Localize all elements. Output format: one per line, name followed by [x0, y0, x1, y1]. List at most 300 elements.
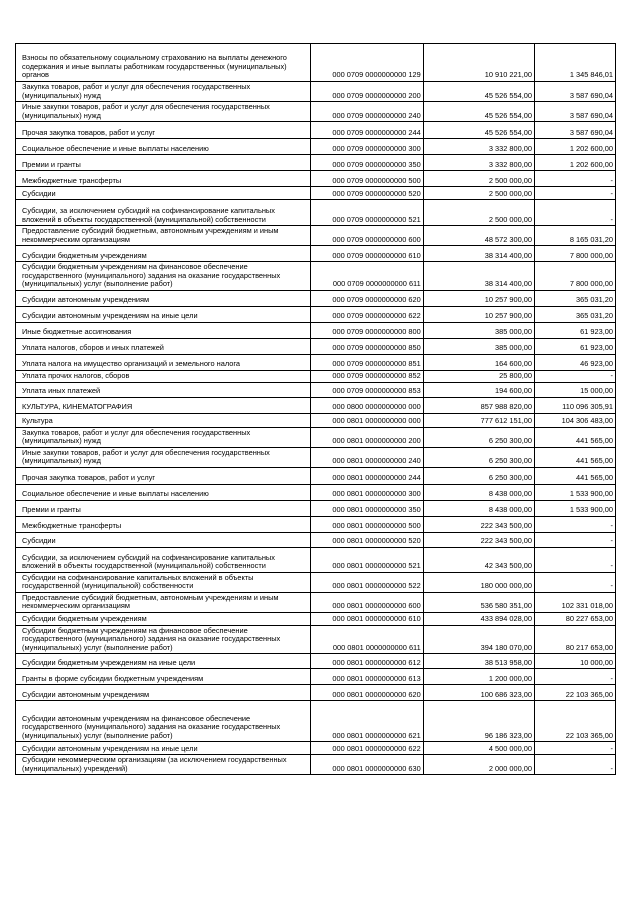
- row-plan-text: 42 343 500,00: [484, 561, 533, 571]
- row-name-text: Субсидии некоммерческим организациям (за исключением государственных (муниципальных) учреждений): [22, 755, 287, 773]
- row-plan-text: 38 513 958,00: [484, 657, 533, 667]
- row-fact-cell: [535, 262, 616, 291]
- row-name-text: Предоставление субсидий бюджетным, автономным учреждениям и иным некоммерческим организациям: [22, 592, 279, 611]
- row-name-cell: [16, 685, 311, 701]
- table-row: [16, 669, 616, 685]
- row-code-cell: [311, 322, 423, 338]
- row-code-cell: [311, 226, 423, 246]
- row-code-text: 000 0800 0000000000 000: [332, 402, 421, 412]
- row-code-text: 000 0801 0000000000 350: [332, 505, 421, 515]
- row-code-text: 000 0801 0000000000 613: [332, 673, 421, 683]
- table-row: [16, 171, 616, 187]
- row-plan-cell: [423, 572, 534, 592]
- row-name-text: Межбюджетные трансферты: [22, 521, 122, 531]
- row-code-text: 000 0709 0000000000 129: [332, 70, 421, 80]
- row-plan-text: 10 910 221,00: [484, 70, 533, 80]
- row-code-cell: [311, 685, 423, 701]
- row-name-text: Уплата иных платежей: [22, 386, 101, 396]
- row-code-cell: [311, 370, 423, 382]
- row-fact-text: 7 800 000,00: [569, 279, 613, 289]
- row-fact-cell: [535, 516, 616, 532]
- row-fact-cell: [535, 742, 616, 755]
- row-fact-text: 80 217 653,00: [565, 642, 613, 652]
- row-name-cell: [16, 226, 311, 246]
- table-row: [16, 701, 616, 742]
- table-row: [16, 139, 616, 155]
- row-plan-cell: [423, 354, 534, 370]
- row-fact-cell: [535, 82, 616, 102]
- row-fact-cell: [535, 44, 616, 82]
- row-plan-text: 100 686 323,00: [480, 689, 533, 699]
- row-fact-text: 8 165 031,20: [569, 234, 613, 244]
- table-row: [16, 685, 616, 701]
- row-code-cell: [311, 669, 423, 685]
- row-name-text: Субсидии бюджетным учреждениям на финансовое обеспечение государственного (муниципального) задания на оказание государственных (муниципальных) услуг (выполнение работ): [22, 625, 281, 652]
- row-fact-cell: [535, 246, 616, 262]
- table-row: [16, 122, 616, 139]
- row-code-cell: [311, 413, 423, 427]
- row-code-cell: [311, 612, 423, 625]
- row-plan-cell: [423, 262, 534, 291]
- table-row: [16, 102, 616, 122]
- row-fact-text: 15 000,00: [580, 386, 613, 396]
- row-name-text: Социальное обеспечение и иные выплаты населению: [22, 143, 209, 153]
- row-fact-text: 3 587 690,04: [569, 110, 613, 120]
- row-name-cell: [16, 306, 311, 322]
- row-plan-text: 96 186 323,00: [484, 730, 533, 740]
- row-fact-cell: [535, 122, 616, 139]
- row-name-text: Взносы по обязательному социальному страхованию на выплаты денежного содержания и иные выплаты работникам государственных (муниципальных) органов: [22, 53, 287, 80]
- row-plan-cell: [423, 467, 534, 484]
- row-name-text: Межбюджетные трансферты: [22, 175, 122, 185]
- row-plan-text: 433 894 028,00: [480, 614, 533, 624]
- row-code-cell: [311, 500, 423, 516]
- row-fact-text: 441 565,00: [576, 473, 613, 483]
- row-code-cell: [311, 44, 423, 82]
- row-code-cell: [311, 755, 423, 775]
- table-row: [16, 625, 616, 654]
- row-name-cell: [16, 82, 311, 102]
- row-code-text: 000 0709 0000000000 500: [332, 175, 421, 185]
- row-plan-text: 536 580 351,00: [480, 601, 533, 611]
- row-plan-text: 3 332 800,00: [488, 143, 533, 153]
- row-code-cell: [311, 306, 423, 322]
- row-name-cell: [16, 382, 311, 397]
- row-fact-cell: [535, 200, 616, 226]
- table-row: [16, 654, 616, 669]
- row-fact-text: 1 533 900,00: [569, 489, 613, 499]
- row-code-cell: [311, 155, 423, 171]
- row-fact-text: 10 000,00: [580, 657, 613, 667]
- row-plan-cell: [423, 370, 534, 382]
- row-name-text: Гранты в форме субсидии бюджетным учреждениям: [22, 673, 204, 683]
- row-code-cell: [311, 139, 423, 155]
- row-code-cell: [311, 701, 423, 742]
- row-plan-text: 180 000 000,00: [480, 581, 533, 591]
- row-plan-text: 194 600,00: [495, 386, 533, 396]
- row-plan-cell: [423, 532, 534, 547]
- row-plan-text: 45 526 554,00: [484, 90, 533, 100]
- row-name-text: Прочая закупка товаров, работ и услуг: [22, 127, 156, 137]
- row-plan-cell: [423, 246, 534, 262]
- row-fact-cell: [535, 484, 616, 500]
- row-name-cell: [16, 187, 311, 200]
- row-fact-text: 80 227 653,00: [565, 614, 613, 624]
- row-name-text: Субсидии, за исключением субсидий на софинансирование капитальных вложений в объекты государственной (муниципальной) собственности: [22, 206, 275, 224]
- table-row: [16, 397, 616, 413]
- table-row: [16, 427, 616, 447]
- row-name-cell: [16, 669, 311, 685]
- row-name-cell: [16, 532, 311, 547]
- row-name-cell: [16, 122, 311, 139]
- row-code-text: 000 0709 0000000000 610: [332, 250, 421, 260]
- row-name-cell: [16, 572, 311, 592]
- row-code-text: 000 0801 0000000000 610: [332, 614, 421, 624]
- row-plan-text: 385 000,00: [495, 327, 533, 337]
- row-name-cell: [16, 322, 311, 338]
- row-code-text: 000 0709 0000000000 620: [332, 295, 421, 305]
- row-code-cell: [311, 382, 423, 397]
- row-code-text: 000 0709 0000000000 350: [332, 159, 421, 169]
- row-fact-cell: [535, 397, 616, 413]
- row-fact-cell: [535, 612, 616, 625]
- row-name-cell: [16, 171, 311, 187]
- row-fact-text: 22 103 365,00: [565, 689, 613, 699]
- row-fact-cell: [535, 572, 616, 592]
- row-code-text: 000 0709 0000000000 850: [332, 343, 421, 353]
- row-plan-text: 6 250 300,00: [488, 436, 533, 446]
- row-plan-text: 164 600,00: [495, 359, 533, 369]
- row-plan-text: 2 500 000,00: [488, 188, 533, 198]
- row-fact-text: -: [610, 521, 613, 531]
- row-plan-cell: [423, 447, 534, 467]
- row-fact-text: 3 587 690,04: [569, 127, 613, 137]
- row-name-cell: [16, 290, 311, 306]
- row-fact-text: 441 565,00: [576, 456, 613, 466]
- table-row: [16, 370, 616, 382]
- row-name-text: Субсидии на софинансирование капитальных вложений в объекты государственной (муниципальной) собственности: [22, 572, 254, 591]
- row-fact-cell: [535, 467, 616, 484]
- row-code-cell: [311, 484, 423, 500]
- row-name-text: Культура: [22, 416, 53, 426]
- row-code-cell: [311, 516, 423, 532]
- row-name-text: Субсидии автономным учреждениям на финансовое обеспечение государственного (муниципального) задания на оказание государственных (муниципальных) услуг (выполнение работ): [22, 713, 281, 740]
- row-plan-text: 4 500 000,00: [488, 743, 533, 753]
- row-fact-text: 22 103 365,00: [565, 730, 613, 740]
- row-fact-cell: [535, 547, 616, 572]
- row-code-cell: [311, 625, 423, 654]
- row-fact-cell: [535, 370, 616, 382]
- row-fact-cell: [535, 382, 616, 397]
- row-plan-text: 8 438 000,00: [488, 505, 533, 515]
- row-plan-text: 10 257 900,00: [484, 311, 533, 321]
- row-plan-cell: [423, 171, 534, 187]
- row-code-cell: [311, 742, 423, 755]
- row-plan-cell: [423, 755, 534, 775]
- table-row: [16, 354, 616, 370]
- row-name-cell: [16, 592, 311, 612]
- row-fact-text: 61 923,00: [580, 327, 613, 337]
- row-name-cell: [16, 500, 311, 516]
- row-code-text: 000 0801 0000000000 621: [332, 730, 421, 740]
- row-name-text: Субсидии бюджетным учреждениям: [22, 614, 147, 624]
- row-fact-cell: [535, 701, 616, 742]
- row-plan-cell: [423, 338, 534, 354]
- row-fact-cell: [535, 625, 616, 654]
- row-plan-cell: [423, 200, 534, 226]
- row-name-cell: [16, 654, 311, 669]
- row-name-text: Прочая закупка товаров, работ и услуг: [22, 473, 156, 483]
- row-code-text: 000 0801 0000000000 200: [332, 436, 421, 446]
- row-code-cell: [311, 187, 423, 200]
- table-row: [16, 532, 616, 547]
- row-name-cell: [16, 370, 311, 382]
- table-row: [16, 612, 616, 625]
- row-code-text: 000 0801 0000000000 244: [332, 473, 421, 483]
- row-name-cell: [16, 742, 311, 755]
- row-plan-text: 8 438 000,00: [488, 489, 533, 499]
- row-plan-text: 6 250 300,00: [488, 473, 533, 483]
- row-name-text: КУЛЬТУРА, КИНЕМАТОГРАФИЯ: [22, 402, 133, 412]
- row-fact-text: -: [610, 673, 613, 683]
- row-code-cell: [311, 290, 423, 306]
- row-code-text: 000 0709 0000000000 521: [332, 214, 421, 224]
- row-plan-text: 2 500 000,00: [488, 175, 533, 185]
- table-row: [16, 246, 616, 262]
- row-name-text: Иные бюджетные ассигнования: [22, 327, 132, 337]
- row-code-cell: [311, 397, 423, 413]
- row-code-text: 000 0801 0000000000 622: [332, 743, 421, 753]
- row-fact-text: 1 345 846,01: [569, 70, 613, 80]
- row-fact-cell: [535, 685, 616, 701]
- row-fact-cell: [535, 171, 616, 187]
- row-code-text: 000 0801 0000000000 620: [332, 689, 421, 699]
- row-name-text: Субсидии автономным учреждениям: [22, 689, 150, 699]
- row-name-text: Субсидии автономным учреждениям на иные цели: [22, 743, 198, 753]
- row-fact-text: 104 306 483,00: [561, 416, 613, 426]
- row-plan-text: 1 200 000,00: [488, 673, 533, 683]
- row-name-cell: [16, 262, 311, 291]
- row-plan-cell: [423, 413, 534, 427]
- row-code-cell: [311, 447, 423, 467]
- row-plan-cell: [423, 701, 534, 742]
- row-name-text: Субсидии автономным учреждениям: [22, 295, 150, 305]
- table-row: [16, 742, 616, 755]
- row-name-text: Социальное обеспечение и иные выплаты населению: [22, 489, 209, 499]
- table-row: [16, 500, 616, 516]
- row-code-cell: [311, 82, 423, 102]
- row-name-cell: [16, 413, 311, 427]
- row-fact-cell: [535, 354, 616, 370]
- row-name-cell: [16, 625, 311, 654]
- row-name-text: Закупка товаров, работ и услуг для обеспечения государственных (муниципальных) нужд: [22, 82, 251, 100]
- row-name-text: Закупка товаров, работ и услуг для обеспечения государственных (муниципальных) нужд: [22, 427, 251, 446]
- row-fact-text: 3 587 690,04: [569, 90, 613, 100]
- row-fact-cell: [535, 187, 616, 200]
- row-plan-text: 45 526 554,00: [484, 127, 533, 137]
- table-row: [16, 592, 616, 612]
- row-code-text: 000 0709 0000000000 851: [332, 359, 421, 369]
- row-name-cell: [16, 246, 311, 262]
- row-plan-text: 777 612 151,00: [480, 416, 533, 426]
- row-name-text: Субсидии, за исключением субсидий на софинансирование капитальных вложений в объекты государственной (муниципальной) собственности: [22, 552, 275, 571]
- row-fact-text: -: [610, 188, 613, 198]
- row-name-text: Премии и гранты: [22, 159, 81, 169]
- row-name-text: Субсидии бюджетным учреждениям на финансовое обеспечение государственного (муниципального) задания на оказание государственных (муниципальных) услуг (выполнение работ): [22, 262, 281, 289]
- row-code-text: 000 0801 0000000000 630: [332, 763, 421, 773]
- row-name-cell: [16, 516, 311, 532]
- table-row: [16, 187, 616, 200]
- row-name-cell: [16, 427, 311, 447]
- row-name-text: Иные закупки товаров, работ и услуг для обеспечения государственных (муниципальных) нужд: [22, 447, 270, 466]
- row-code-text: 000 0709 0000000000 244: [332, 127, 421, 137]
- row-code-cell: [311, 200, 423, 226]
- row-name-cell: [16, 338, 311, 354]
- row-name-text: Субсидии: [22, 188, 56, 198]
- row-code-text: 000 0801 0000000000 521: [332, 561, 421, 571]
- row-fact-text: -: [610, 175, 613, 185]
- row-plan-cell: [423, 547, 534, 572]
- row-plan-cell: [423, 612, 534, 625]
- row-plan-cell: [423, 685, 534, 701]
- row-fact-text: -: [610, 536, 613, 546]
- row-name-text: Уплата налогов, сборов и иных платежей: [22, 343, 164, 353]
- row-fact-text: 1 202 600,00: [569, 159, 613, 169]
- row-name-text: Уплата налога на имущество организаций и земельного налога: [22, 359, 240, 369]
- row-plan-text: 6 250 300,00: [488, 456, 533, 466]
- row-fact-text: 61 923,00: [580, 343, 613, 353]
- row-plan-cell: [423, 516, 534, 532]
- row-fact-text: -: [610, 561, 613, 571]
- row-plan-cell: [423, 322, 534, 338]
- row-code-text: 000 0801 0000000000 611: [332, 642, 421, 652]
- row-fact-cell: [535, 427, 616, 447]
- row-plan-text: 38 314 400,00: [484, 279, 533, 289]
- row-code-text: 000 0709 0000000000 852: [332, 371, 421, 381]
- row-fact-cell: [535, 413, 616, 427]
- row-plan-text: 48 572 300,00: [484, 234, 533, 244]
- row-plan-text: 25 800,00: [499, 371, 533, 381]
- row-fact-cell: [535, 654, 616, 669]
- row-fact-text: -: [610, 763, 613, 773]
- table-row: [16, 382, 616, 397]
- row-fact-text: 1 202 600,00: [569, 143, 613, 153]
- row-code-text: 000 0709 0000000000 800: [332, 327, 421, 337]
- row-fact-cell: [535, 755, 616, 775]
- table-row: [16, 755, 616, 775]
- row-name-cell: [16, 102, 311, 122]
- table-row: [16, 467, 616, 484]
- table-row: [16, 322, 616, 338]
- row-fact-text: 110 096 305,91: [562, 402, 613, 412]
- row-name-text: Уплата прочих налогов, сборов: [22, 371, 130, 381]
- row-plan-cell: [423, 122, 534, 139]
- row-name-cell: [16, 200, 311, 226]
- row-code-text: 000 0709 0000000000 853: [332, 386, 421, 396]
- row-name-text: Иные закупки товаров, работ и услуг для обеспечения государственных (муниципальных) нужд: [22, 102, 270, 120]
- row-fact-cell: [535, 592, 616, 612]
- row-plan-cell: [423, 397, 534, 413]
- table-row: [16, 338, 616, 354]
- row-fact-cell: [535, 532, 616, 547]
- row-code-cell: [311, 354, 423, 370]
- row-plan-text: 222 343 500,00: [480, 536, 533, 546]
- row-name-cell: [16, 155, 311, 171]
- table-row: [16, 447, 616, 467]
- row-plan-cell: [423, 82, 534, 102]
- row-name-cell: [16, 484, 311, 500]
- table-row: [16, 547, 616, 572]
- row-fact-cell: [535, 226, 616, 246]
- row-name-cell: [16, 755, 311, 775]
- row-plan-cell: [423, 44, 534, 82]
- row-fact-text: 365 031,20: [576, 311, 613, 321]
- row-plan-text: 3 332 800,00: [488, 159, 533, 169]
- table-row: [16, 155, 616, 171]
- row-plan-text: 45 526 554,00: [484, 110, 533, 120]
- row-plan-cell: [423, 382, 534, 397]
- row-fact-cell: [535, 290, 616, 306]
- row-code-cell: [311, 592, 423, 612]
- row-plan-text: 2 500 000,00: [488, 214, 533, 224]
- row-name-cell: [16, 44, 311, 82]
- row-code-cell: [311, 654, 423, 669]
- row-code-cell: [311, 102, 423, 122]
- table-row: [16, 413, 616, 427]
- row-name-text: Субсидии автономным учреждениям на иные цели: [22, 311, 198, 321]
- row-plan-cell: [423, 155, 534, 171]
- table-row: [16, 262, 616, 291]
- row-fact-text: 102 331 018,00: [561, 601, 613, 611]
- row-plan-cell: [423, 625, 534, 654]
- row-name-cell: [16, 612, 311, 625]
- row-code-cell: [311, 427, 423, 447]
- row-name-text: Премии и гранты: [22, 505, 81, 515]
- row-code-text: 000 0709 0000000000 622: [332, 311, 421, 321]
- row-code-cell: [311, 572, 423, 592]
- row-plan-cell: [423, 226, 534, 246]
- row-code-text: 000 0709 0000000000 520: [332, 188, 421, 198]
- table-row: [16, 484, 616, 500]
- row-code-text: 000 0709 0000000000 300: [332, 143, 421, 153]
- row-fact-text: -: [610, 214, 613, 224]
- row-name-cell: [16, 447, 311, 467]
- row-code-cell: [311, 547, 423, 572]
- table-row: [16, 572, 616, 592]
- row-code-text: 000 0709 0000000000 600: [332, 234, 421, 244]
- row-code-text: 000 0709 0000000000 611: [332, 279, 421, 289]
- row-code-text: 000 0801 0000000000 520: [332, 536, 421, 546]
- row-code-text: 000 0801 0000000000 600: [332, 601, 421, 611]
- row-fact-text: 441 565,00: [576, 436, 613, 446]
- row-plan-text: 222 343 500,00: [480, 521, 533, 531]
- row-name-cell: [16, 354, 311, 370]
- row-name-text: Субсидии: [22, 536, 56, 546]
- row-fact-cell: [535, 338, 616, 354]
- row-name-cell: [16, 139, 311, 155]
- row-plan-cell: [423, 669, 534, 685]
- row-code-text: 000 0801 0000000000 240: [332, 456, 421, 466]
- row-code-cell: [311, 467, 423, 484]
- row-name-cell: [16, 467, 311, 484]
- row-code-cell: [311, 532, 423, 547]
- row-fact-text: 7 800 000,00: [569, 250, 613, 260]
- row-plan-cell: [423, 484, 534, 500]
- row-plan-text: 2 000 000,00: [488, 763, 533, 773]
- row-code-text: 000 0709 0000000000 200: [332, 90, 421, 100]
- row-name-text: Субсидии бюджетным учреждениям: [22, 250, 147, 260]
- row-code-text: 000 0801 0000000000 612: [332, 657, 421, 667]
